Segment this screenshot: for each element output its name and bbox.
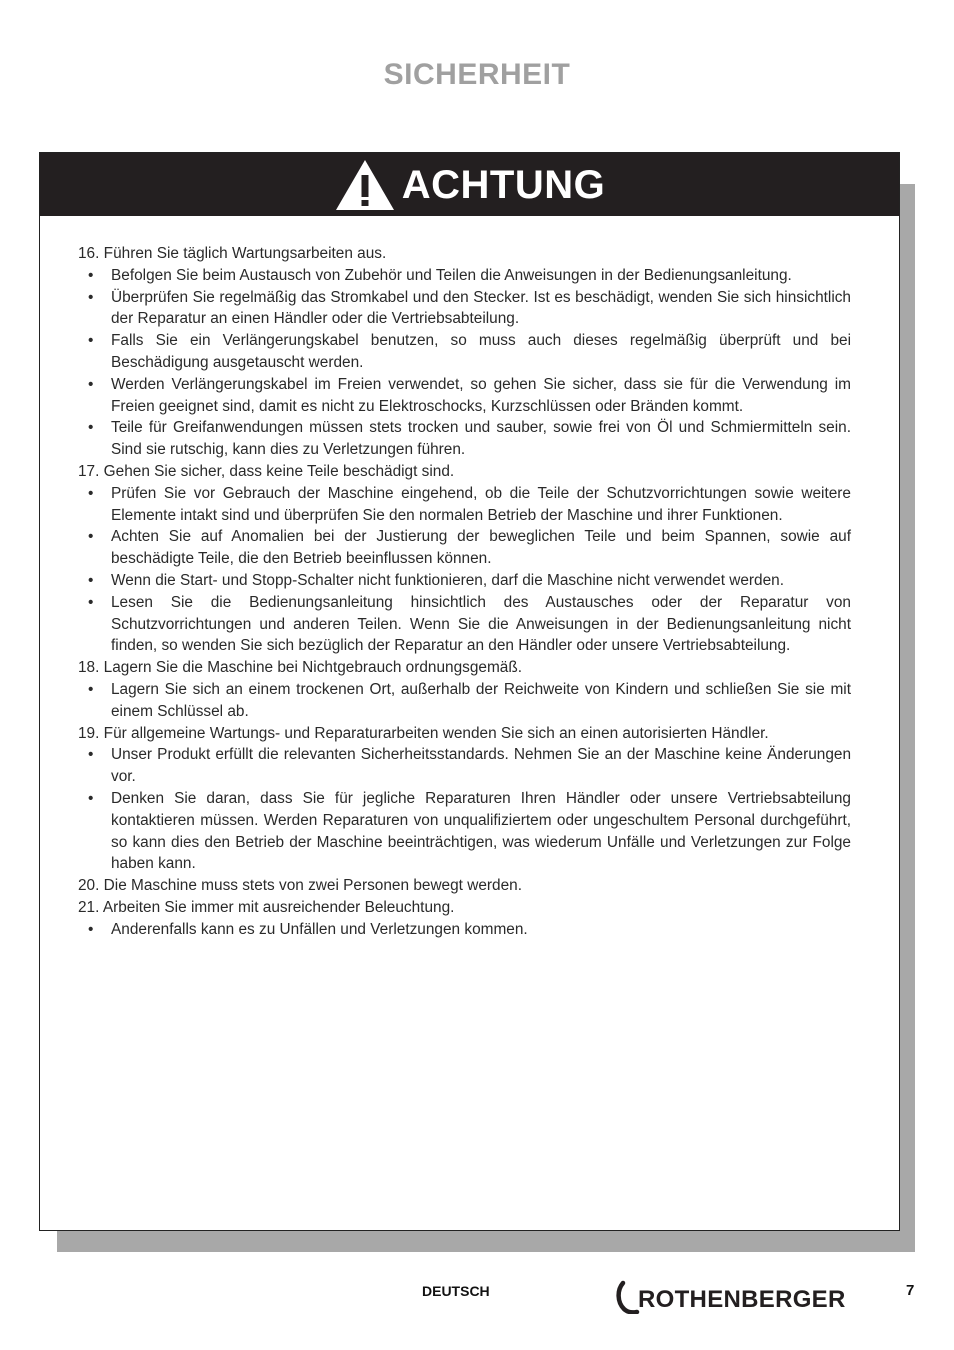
- bullet-text: Lagern Sie sich an einem trockenen Ort, außerhalb der Reichweite von Kindern und schließen Sie sie mit einem Schlüssel ab.: [111, 680, 851, 720]
- list-item-16: 16. Führen Sie täglich Wartungsarbeiten aus.: [78, 245, 387, 262]
- bullet-icon: •: [88, 528, 94, 546]
- page-number: 7: [906, 1282, 915, 1299]
- safety-instructions: [78, 243, 851, 941]
- warning-triangle-icon: [334, 158, 396, 212]
- bullet-text: Befolgen Sie beim Austausch von Zubehör und Teilen die Anweisungen in der Bedienungsanleitung.: [111, 266, 792, 284]
- bullet-item: [78, 570, 851, 592]
- bullet-item: [78, 919, 851, 941]
- brand-name: ROTHENBERGER: [638, 1285, 846, 1313]
- bullet-item: [78, 265, 851, 287]
- warning-header: [40, 153, 899, 216]
- bullet-item: [78, 417, 851, 461]
- logo-swoosh-icon: [614, 1280, 640, 1319]
- bullet-icon: •: [88, 375, 94, 393]
- bullet-item: [78, 592, 851, 657]
- bullet-text: Anderenfalls kann es zu Unfällen und Verletzungen kommen.: [111, 920, 528, 938]
- bullet-text: Unser Produkt erfüllt die relevanten Sicherheitsstandards. Nehmen Sie an der Maschine keine Änderungen vor.: [111, 746, 851, 786]
- bullet-icon: •: [88, 419, 94, 437]
- bullet-text: Wenn die Start- und Stopp-Schalter nicht funktionieren, darf die Maschine nicht verwendet werden.: [111, 571, 785, 589]
- bullet-item: [78, 744, 851, 788]
- bullet-item: [78, 526, 851, 570]
- bullet-icon: •: [88, 266, 94, 284]
- bullet-text: Prüfen Sie vor Gebrauch der Maschine eingehend, ob die Teile der Schutzvorrichtungen sowie weitere Elemente intakt sind und überprüfen Sie den normalen Betrieb der Maschine und ihrer Funktionen.: [111, 484, 851, 524]
- bullet-item: [78, 287, 851, 331]
- bullet-text: Überprüfen Sie regelmäßig das Stromkabel und den Stecker. Ist es beschädigt, wenden Sie sich hinsichtlich der Reparatur an einen Händler oder die Vertriebsabteilung.: [111, 288, 851, 328]
- footer-language: DEUTSCH: [422, 1283, 490, 1299]
- bullet-icon: •: [88, 680, 94, 698]
- bullet-item: [78, 483, 851, 527]
- bullet-text: Falls Sie ein Verlängerungskabel benutzen, so muss auch dieses regelmäßig überprüft und bei Beschädigung ausgetauscht werden.: [111, 332, 851, 371]
- bullet-text: Denken Sie daran, dass Sie für jegliche Reparaturen Ihren Händler oder unsere Vertriebsabteilung kontaktieren müssen. Werden Reparaturen von unqualifiziertem oder ungeschultem Personal durchgeführt, so kann dies den Betrieb der Maschine beeinträchtigen, was wiederum Unfälle und Verletzungen zur Folge haben kann.: [111, 789, 851, 873]
- bullet-item: [78, 374, 851, 418]
- bullet-icon: •: [88, 746, 94, 764]
- bullet-icon: •: [88, 332, 94, 350]
- bullet-icon: •: [88, 593, 94, 611]
- bullet-icon: •: [88, 288, 94, 306]
- bullet-text: Achten Sie auf Anomalien bei der Justierung der beweglichen Teile und beim Spannen, sowie auf beschädigte Teile, die den Betrieb beeinflussen können.: [111, 528, 851, 568]
- list-item-19: 19. Für allgemeine Wartungs- und Reparaturarbeiten wenden Sie sich an einen autorisierten Händler.: [78, 724, 769, 742]
- bullet-icon: •: [88, 920, 94, 938]
- bullet-icon: •: [88, 571, 94, 589]
- bullet-item: [78, 330, 851, 374]
- brand-logo: [614, 1280, 846, 1319]
- list-item-18: 18. Lagern Sie die Maschine bei Nichtgebrauch ordnungsgemäß.: [78, 659, 523, 677]
- list-item-21: 21. Arbeiten Sie immer mit ausreichender Beleuchtung.: [78, 898, 455, 916]
- list-item-20: 20. Die Maschine muss stets von zwei Personen bewegt werden.: [78, 877, 522, 895]
- list-item-17: 17. Gehen Sie sicher, dass keine Teile beschädigt sind.: [78, 462, 455, 480]
- bullet-item: [78, 679, 851, 723]
- bullet-item: [78, 788, 851, 875]
- warning-title: ACHTUNG: [401, 163, 606, 207]
- bullet-icon: •: [88, 789, 94, 807]
- bullet-text: Lesen Sie die Bedienungsanleitung hinsichtlich des Austausches oder der Reparatur von Schutzvorrichtungen und anderen Teilen. Wenn Sie die Anweisungen in der Bedienungsanleitung nicht finden, so wenden Sie sich bezüglich der Reparatur an den Händler oder unsere Vertriebsabteilung.: [111, 593, 851, 655]
- warning-box: [39, 152, 900, 1231]
- bullet-text: Teile für Greifanwendungen müssen stets trocken und sauber, sowie frei von Öl und Schmiermitteln sein. Sind sie rutschig, kann dies zu Verletzungen führen.: [111, 419, 851, 459]
- page-title: SICHERHEIT: [383, 58, 571, 91]
- bullet-icon: •: [88, 484, 94, 502]
- bullet-text: Werden Verlängerungskabel im Freien verwendet, so gehen Sie sicher, dass sie für die Verwendung im Freien geeignet sind, damit es nicht zu Elektroschocks, Kurzschlüssen oder Bränden kommt.: [111, 375, 851, 415]
